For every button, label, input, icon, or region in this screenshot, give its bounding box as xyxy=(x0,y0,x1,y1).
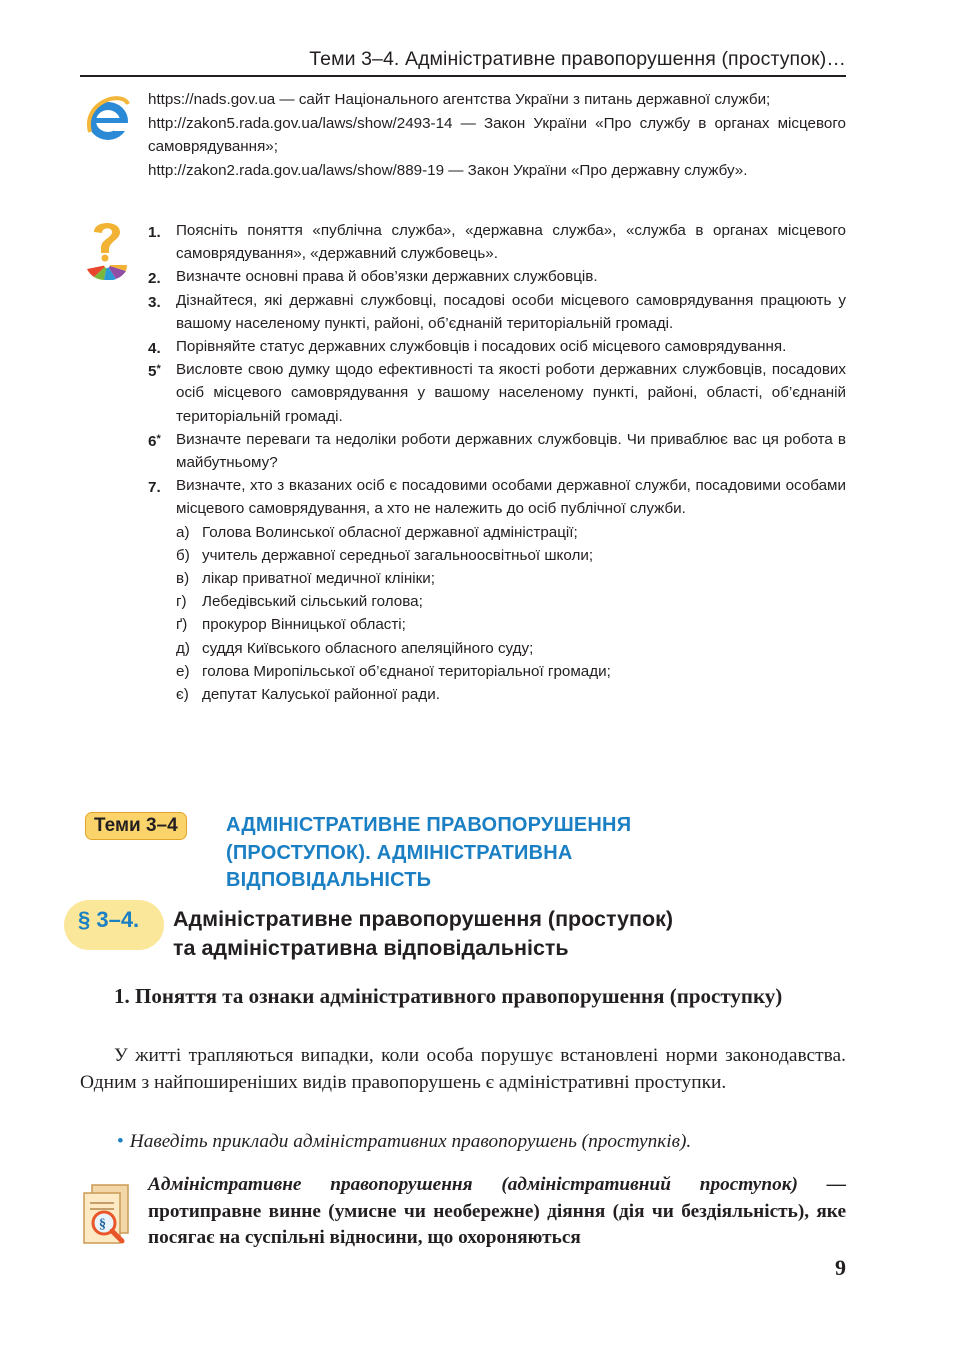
option-item: є) депутат Калуської районної ради. xyxy=(176,686,440,704)
question-item: 7. Визначте, хто з вказаних осіб є посадовими особами державної служби, посадовими особами місцевого самоврядування, а хто не належить до осіб публічної служби. xyxy=(148,477,846,518)
links-block xyxy=(148,88,846,182)
link-zakon2[interactable]: http://zakon2.rada.gov.ua/laws/show/889-19 — Закон України «Про державну службу». xyxy=(148,161,748,179)
body-paragraph: У житті трапляються випадки, коли особа порушує встановлені норми законодавства. Одним з найпоширеніших видів правопорушень є адміністративні проступки. xyxy=(80,1045,846,1093)
questions-list xyxy=(148,219,846,706)
running-header: Теми 3–4. Адміністративне правопорушення (проступок)… xyxy=(309,48,846,70)
page-number: 9 xyxy=(835,1255,846,1280)
topic-badge: Теми 3–4 xyxy=(85,812,187,840)
option-item: а) Голова Волинської обласної державної адміністрації; xyxy=(176,523,578,541)
question-item: 5* Висловте свою думку щодо ефективності та якості роботи державних службовців, посадових осіб місцевого самоврядування у вашому населеному пункті, районі, області, об’єднаній територіальній громаді. xyxy=(148,361,846,425)
svg-text:§: § xyxy=(99,1217,106,1232)
link-nads[interactable]: https://nads.gov.ua — сайт Національного агентства України з питань державної служби; xyxy=(148,91,771,108)
question-item: 3. Дізнайтеся, які державні службовці, посадові особи місцевого самоврядування працюють у вашому населеному пункті, районі, об’єднаній територіальній громаді. xyxy=(148,291,846,332)
definition xyxy=(148,1172,846,1252)
option-item: ґ) прокурор Вінницької області; xyxy=(176,616,406,634)
internet-explorer-icon xyxy=(84,92,132,146)
option-item: д) суддя Київського обласного апеляційного суду; xyxy=(176,639,534,657)
definition-text: протиправне винне (умисне чи необережне) діяння (дія чи бездіяльність), яке посягає на суспільні відносини, що охороняються xyxy=(148,1200,846,1248)
question-item: 4. Порівняйте статус державних службовців і посадових осіб місцевого самоврядування. xyxy=(148,338,787,358)
bullet: • xyxy=(117,1131,124,1152)
question-item: 1. Поясніть поняття «публічна служба», «державна служба», «служба в органах місцевого самоврядування», «державний службовець». xyxy=(148,222,846,263)
option-item: б) учитель державної середньої загальноосвітньої школи; xyxy=(176,546,594,564)
definition-term: Адміністративне правопорушення (адміністративний проступок) — xyxy=(148,1174,846,1195)
topic-title: АДМІНІСТРАТИВНЕ ПРАВОПОРУШЕННЯ (ПРОСТУПОК). АДМІНІСТРАТИВНА ВІДПОВІДАЛЬНІСТЬ xyxy=(226,814,632,891)
question-mark-icon xyxy=(82,218,132,280)
link-zakon5[interactable]: http://zakon5.rada.gov.ua/laws/show/2493-14 — Закон України «Про службу в органах місцевого самоврядування»; xyxy=(148,114,846,155)
option-item: е) голова Миропільської об’єднаної територіальної громади; xyxy=(176,662,611,680)
paragraph-number: § 3–4. xyxy=(78,907,140,932)
options-list xyxy=(176,521,846,707)
option-item: г) Лебедівський сільський голова; xyxy=(176,593,423,611)
task-item: • Наведіть приклади адміністративних правопорушень (проступків). xyxy=(117,1131,692,1152)
header-rule xyxy=(80,75,846,77)
document-magnifier-icon xyxy=(80,1183,134,1245)
option-item: в) лікар приватної медичної клініки; xyxy=(176,570,435,588)
paragraph-title: Адміністративне правопорушення (проступок) та адміністративна відповідальність xyxy=(173,907,674,960)
section-heading: 1. Поняття та ознаки адміністративного правопорушення (проступку) xyxy=(114,984,783,1008)
question-item: 2. Визначте основні права й обов’язки державних службовців. xyxy=(148,268,598,288)
question-item: 6* Визначте переваги та недоліки роботи державних службовців. Чи приваблює вас ця робота в майбутньому? xyxy=(148,430,846,472)
